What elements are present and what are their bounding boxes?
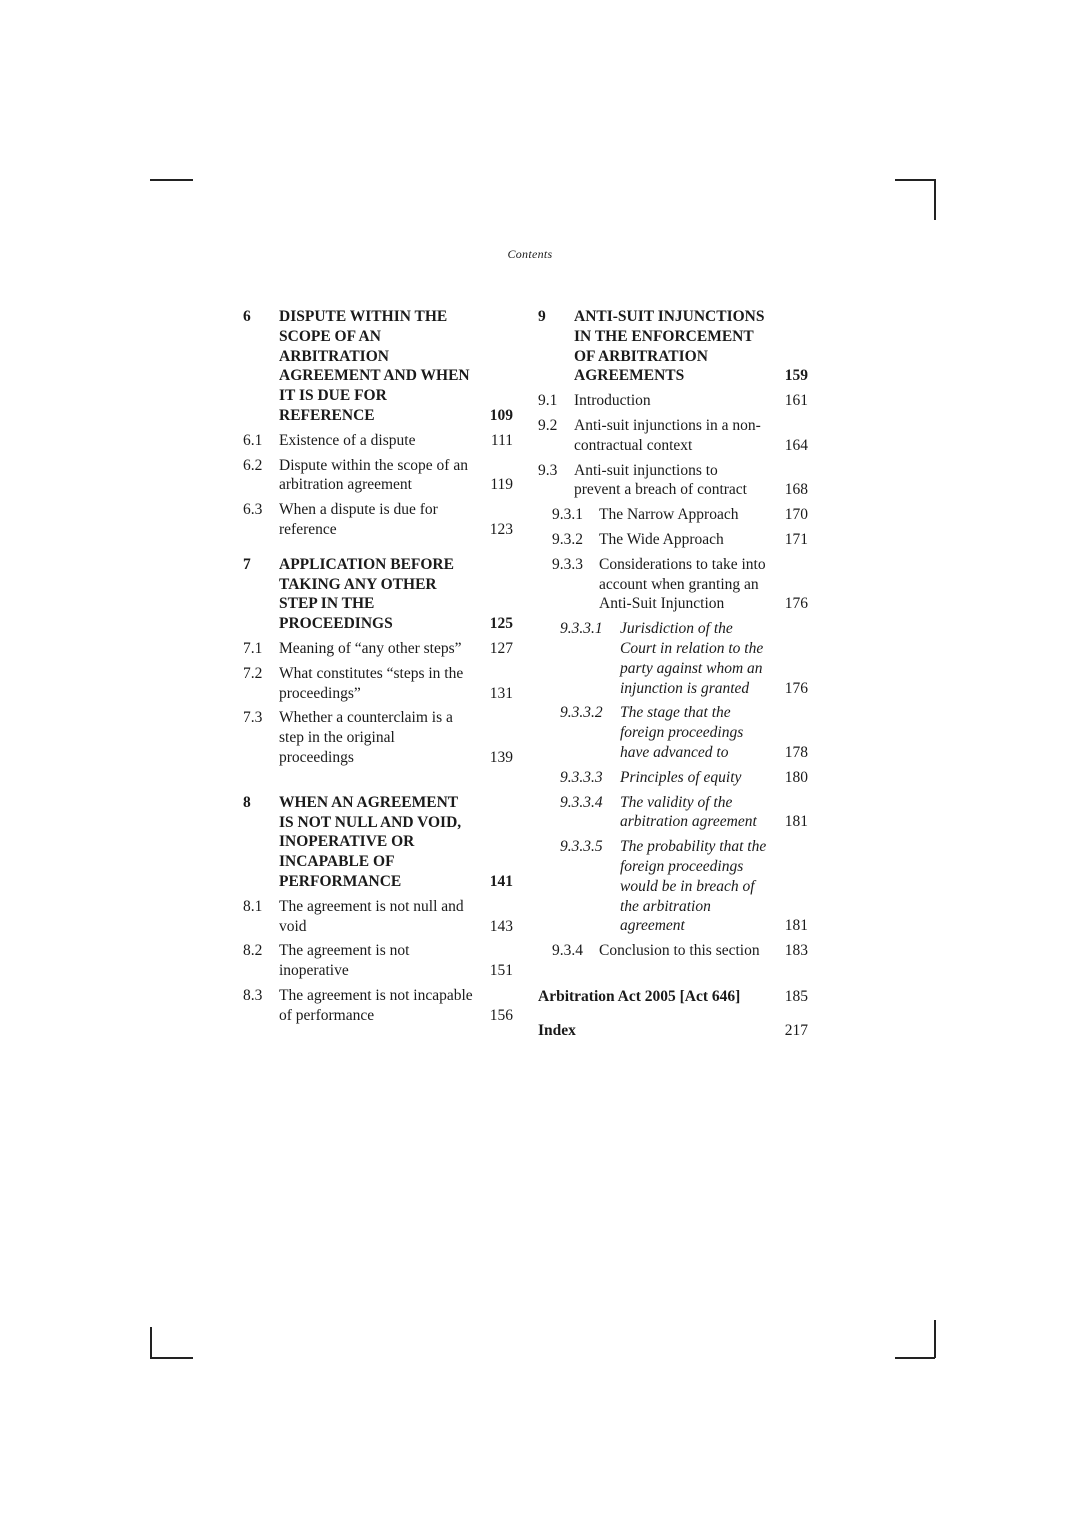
toc-entry-9-1[interactable]: [538, 391, 808, 411]
toc-entry-7-2[interactable]: [243, 664, 513, 704]
toc-entry-number: 7: [243, 555, 251, 573]
toc-entry-8-1[interactable]: [243, 897, 513, 937]
toc-entry-number: 8.1: [243, 897, 263, 915]
toc-entry-title: ANTI-SUIT INJUNCTIONS IN THE ENFORCEMENT OF ARBITRATION AGREEMENTS: [574, 308, 765, 385]
toc-entry-number: 9.3.3.5: [560, 838, 603, 856]
toc-entry-title: Dispute within the scope of an arbitration agreement: [279, 456, 468, 494]
toc-entry-title: The agreement is not incapable of performance: [279, 986, 473, 1024]
toc-entry-9-2[interactable]: [538, 416, 808, 456]
toc-entry-page: 183: [784, 942, 808, 960]
toc-left-column: [243, 307, 513, 1031]
toc-entry-title: The Wide Approach: [599, 530, 724, 548]
running-head: Contents: [507, 247, 553, 261]
toc-entry-title: Jurisdiction of the Court in relation to the party against whom an injunction is granted: [620, 620, 764, 697]
toc-entry-number: 7.3: [243, 709, 263, 727]
toc-entry-page: 151: [489, 962, 513, 980]
toc-entry-page: 164: [784, 436, 808, 454]
crop-mark-bottom-right-h: [895, 1357, 935, 1359]
crop-mark-bottom-right-v: [934, 1320, 936, 1358]
toc-entry-title: What constitutes “steps in the proceedings”: [279, 664, 464, 702]
toc-entry-8-2[interactable]: [243, 941, 513, 981]
toc-entry-page: 123: [489, 520, 513, 538]
toc-entry-number: 9.3.3.1: [560, 620, 603, 638]
toc-entry-number: 9: [538, 308, 546, 325]
toc-entry-page: 159: [784, 367, 808, 385]
toc-entry-number: 8: [243, 793, 251, 811]
toc-entry-number: 9.3.1: [552, 506, 583, 524]
toc-entry-9-3[interactable]: [538, 461, 808, 501]
toc-entry-title: Existence of a dispute: [279, 431, 416, 449]
toc-entry-index[interactable]: [538, 1021, 808, 1041]
toc-entry-title: Whether a counterclaim is a step in the original proceedings: [279, 709, 453, 766]
toc-entry-8[interactable]: [243, 793, 513, 892]
toc-entry-number: 7.1: [243, 639, 263, 657]
toc-entry-title: The agreement is not inoperative: [279, 942, 410, 980]
toc-entry-arbitration[interactable]: [538, 987, 808, 1007]
toc-entry-title: Considerations to take into account when granting an Anti-Suit Injunction: [599, 555, 766, 613]
toc-entry-7[interactable]: [243, 555, 513, 634]
toc-entry-9-3-3-2[interactable]: [538, 703, 808, 762]
toc-entry-page: 217: [784, 1021, 808, 1039]
toc-entry-title: Meaning of “any other steps”: [279, 639, 462, 657]
toc-entry-title: Anti-suit injunctions to prevent a breach of contract: [574, 461, 747, 499]
toc-entry-page: 156: [489, 1006, 513, 1024]
toc-entry-page: 161: [784, 392, 808, 410]
toc-entry-6-2[interactable]: [243, 456, 513, 496]
toc-entry-title: The Narrow Approach: [599, 506, 739, 524]
toc-entry-title: APPLICATION BEFORE TAKING ANY OTHER STEP IN THE PROCEEDINGS: [279, 555, 454, 633]
toc-entry-9[interactable]: [538, 307, 808, 386]
toc-entry-page: 111: [490, 431, 513, 449]
toc-entry-page: 131: [489, 684, 513, 702]
toc-entry-title: Anti-suit injunctions in a non-contractual context: [574, 416, 761, 454]
toc-entry-9-3-4[interactable]: [538, 941, 808, 961]
toc-entry-6-3[interactable]: [243, 500, 513, 540]
toc-entry-page: 125: [489, 615, 513, 633]
toc-entry-number: 6.1: [243, 431, 263, 449]
toc-entry-page: 139: [489, 748, 513, 766]
toc-entry-number: 9.1: [538, 392, 558, 410]
toc-entry-title: Arbitration Act 2005 [Act 646]: [538, 987, 741, 1005]
toc-entry-9-3-1[interactable]: [538, 505, 808, 525]
toc-entry-page: 185: [784, 987, 808, 1005]
toc-entry-number: 9.3.2: [552, 530, 583, 548]
toc-entry-9-3-3[interactable]: [538, 555, 808, 614]
toc-entry-page: 171: [784, 530, 808, 548]
crop-mark-bottom-left-h: [150, 1357, 193, 1359]
toc-entry-title: The validity of the arbitration agreement: [620, 793, 757, 831]
toc-entry-title: Conclusion to this section: [599, 942, 760, 960]
toc-entry-page: 168: [784, 481, 808, 499]
crop-mark-bottom-left-v: [150, 1327, 152, 1358]
toc-entry-page: 181: [784, 917, 808, 935]
toc-entry-6[interactable]: [243, 307, 513, 426]
toc-entry-page: 170: [784, 506, 808, 524]
toc-entry-7-1[interactable]: [243, 639, 513, 659]
toc-entry-title: DISPUTE WITHIN THE SCOPE OF AN ARBITRATION AGREEMENT AND WHEN IT IS DUE FOR REFERENCE: [279, 308, 470, 424]
toc-entry-title: The agreement is not null and void: [279, 897, 464, 935]
toc-entry-9-3-3-1[interactable]: [538, 619, 808, 698]
toc-right-column: [538, 307, 808, 1055]
toc-entry-number: 9.3: [538, 461, 558, 479]
toc-entry-number: 9.3.4: [552, 942, 583, 960]
toc-entry-page: 119: [490, 476, 513, 494]
toc-entry-title: The probability that the foreign proceedings would be in breach of the arbitration agreement: [620, 838, 767, 935]
crop-mark-top-right-h: [895, 179, 935, 181]
toc-entry-title: The stage that the foreign proceedings have advanced to: [620, 704, 744, 761]
toc-entry-page: 176: [784, 595, 808, 613]
toc-entry-number: 7.2: [243, 664, 263, 682]
toc-entry-7-3[interactable]: [243, 708, 513, 767]
crop-mark-top-right-v: [934, 179, 936, 220]
toc-entry-page: 109: [489, 406, 513, 424]
toc-entry-title: Introduction: [574, 392, 651, 410]
toc-entry-8-3[interactable]: [243, 986, 513, 1026]
toc-entry-title: Index: [538, 1021, 576, 1039]
toc-entry-title: When a dispute is due for reference: [279, 501, 438, 538]
toc-entry-number: 6: [243, 308, 251, 325]
toc-entry-number: 9.3.3.2: [560, 704, 603, 722]
toc-entry-title: WHEN AN AGREEMENT IS NOT NULL AND VOID, INOPERATIVE OR INCAPABLE OF PERFORMANCE: [279, 793, 462, 890]
toc-entry-9-3-3-3[interactable]: [538, 768, 808, 788]
toc-entry-number: 9.2: [538, 416, 558, 434]
toc-entry-number: 9.3.3.3: [560, 768, 603, 786]
toc-entry-page: 127: [489, 639, 513, 657]
toc-entry-page: 178: [784, 743, 808, 761]
toc-entry-number: 8.3: [243, 986, 263, 1004]
toc-entry-page: 141: [489, 872, 513, 890]
toc-entry-title: Principles of equity: [620, 768, 742, 786]
toc-entry-number: 6.2: [243, 456, 263, 474]
toc-entry-page: 143: [489, 917, 513, 935]
toc-entry-page: 181: [784, 813, 808, 831]
toc-entry-page: 176: [784, 679, 808, 697]
toc-entry-number: 6.3: [243, 501, 263, 519]
toc-entry-6-1[interactable]: [243, 431, 513, 451]
toc-entry-number: 9.3.3.4: [560, 793, 603, 811]
toc-entry-9-3-2[interactable]: [538, 530, 808, 550]
crop-mark-top-left: [150, 179, 193, 181]
toc-entry-number: 9.3.3: [552, 555, 583, 573]
toc-entry-number: 8.2: [243, 942, 263, 960]
toc-entry-9-3-3-5[interactable]: [538, 837, 808, 936]
toc-entry-9-3-3-4[interactable]: [538, 793, 808, 833]
toc-entry-page: 180: [784, 768, 808, 786]
